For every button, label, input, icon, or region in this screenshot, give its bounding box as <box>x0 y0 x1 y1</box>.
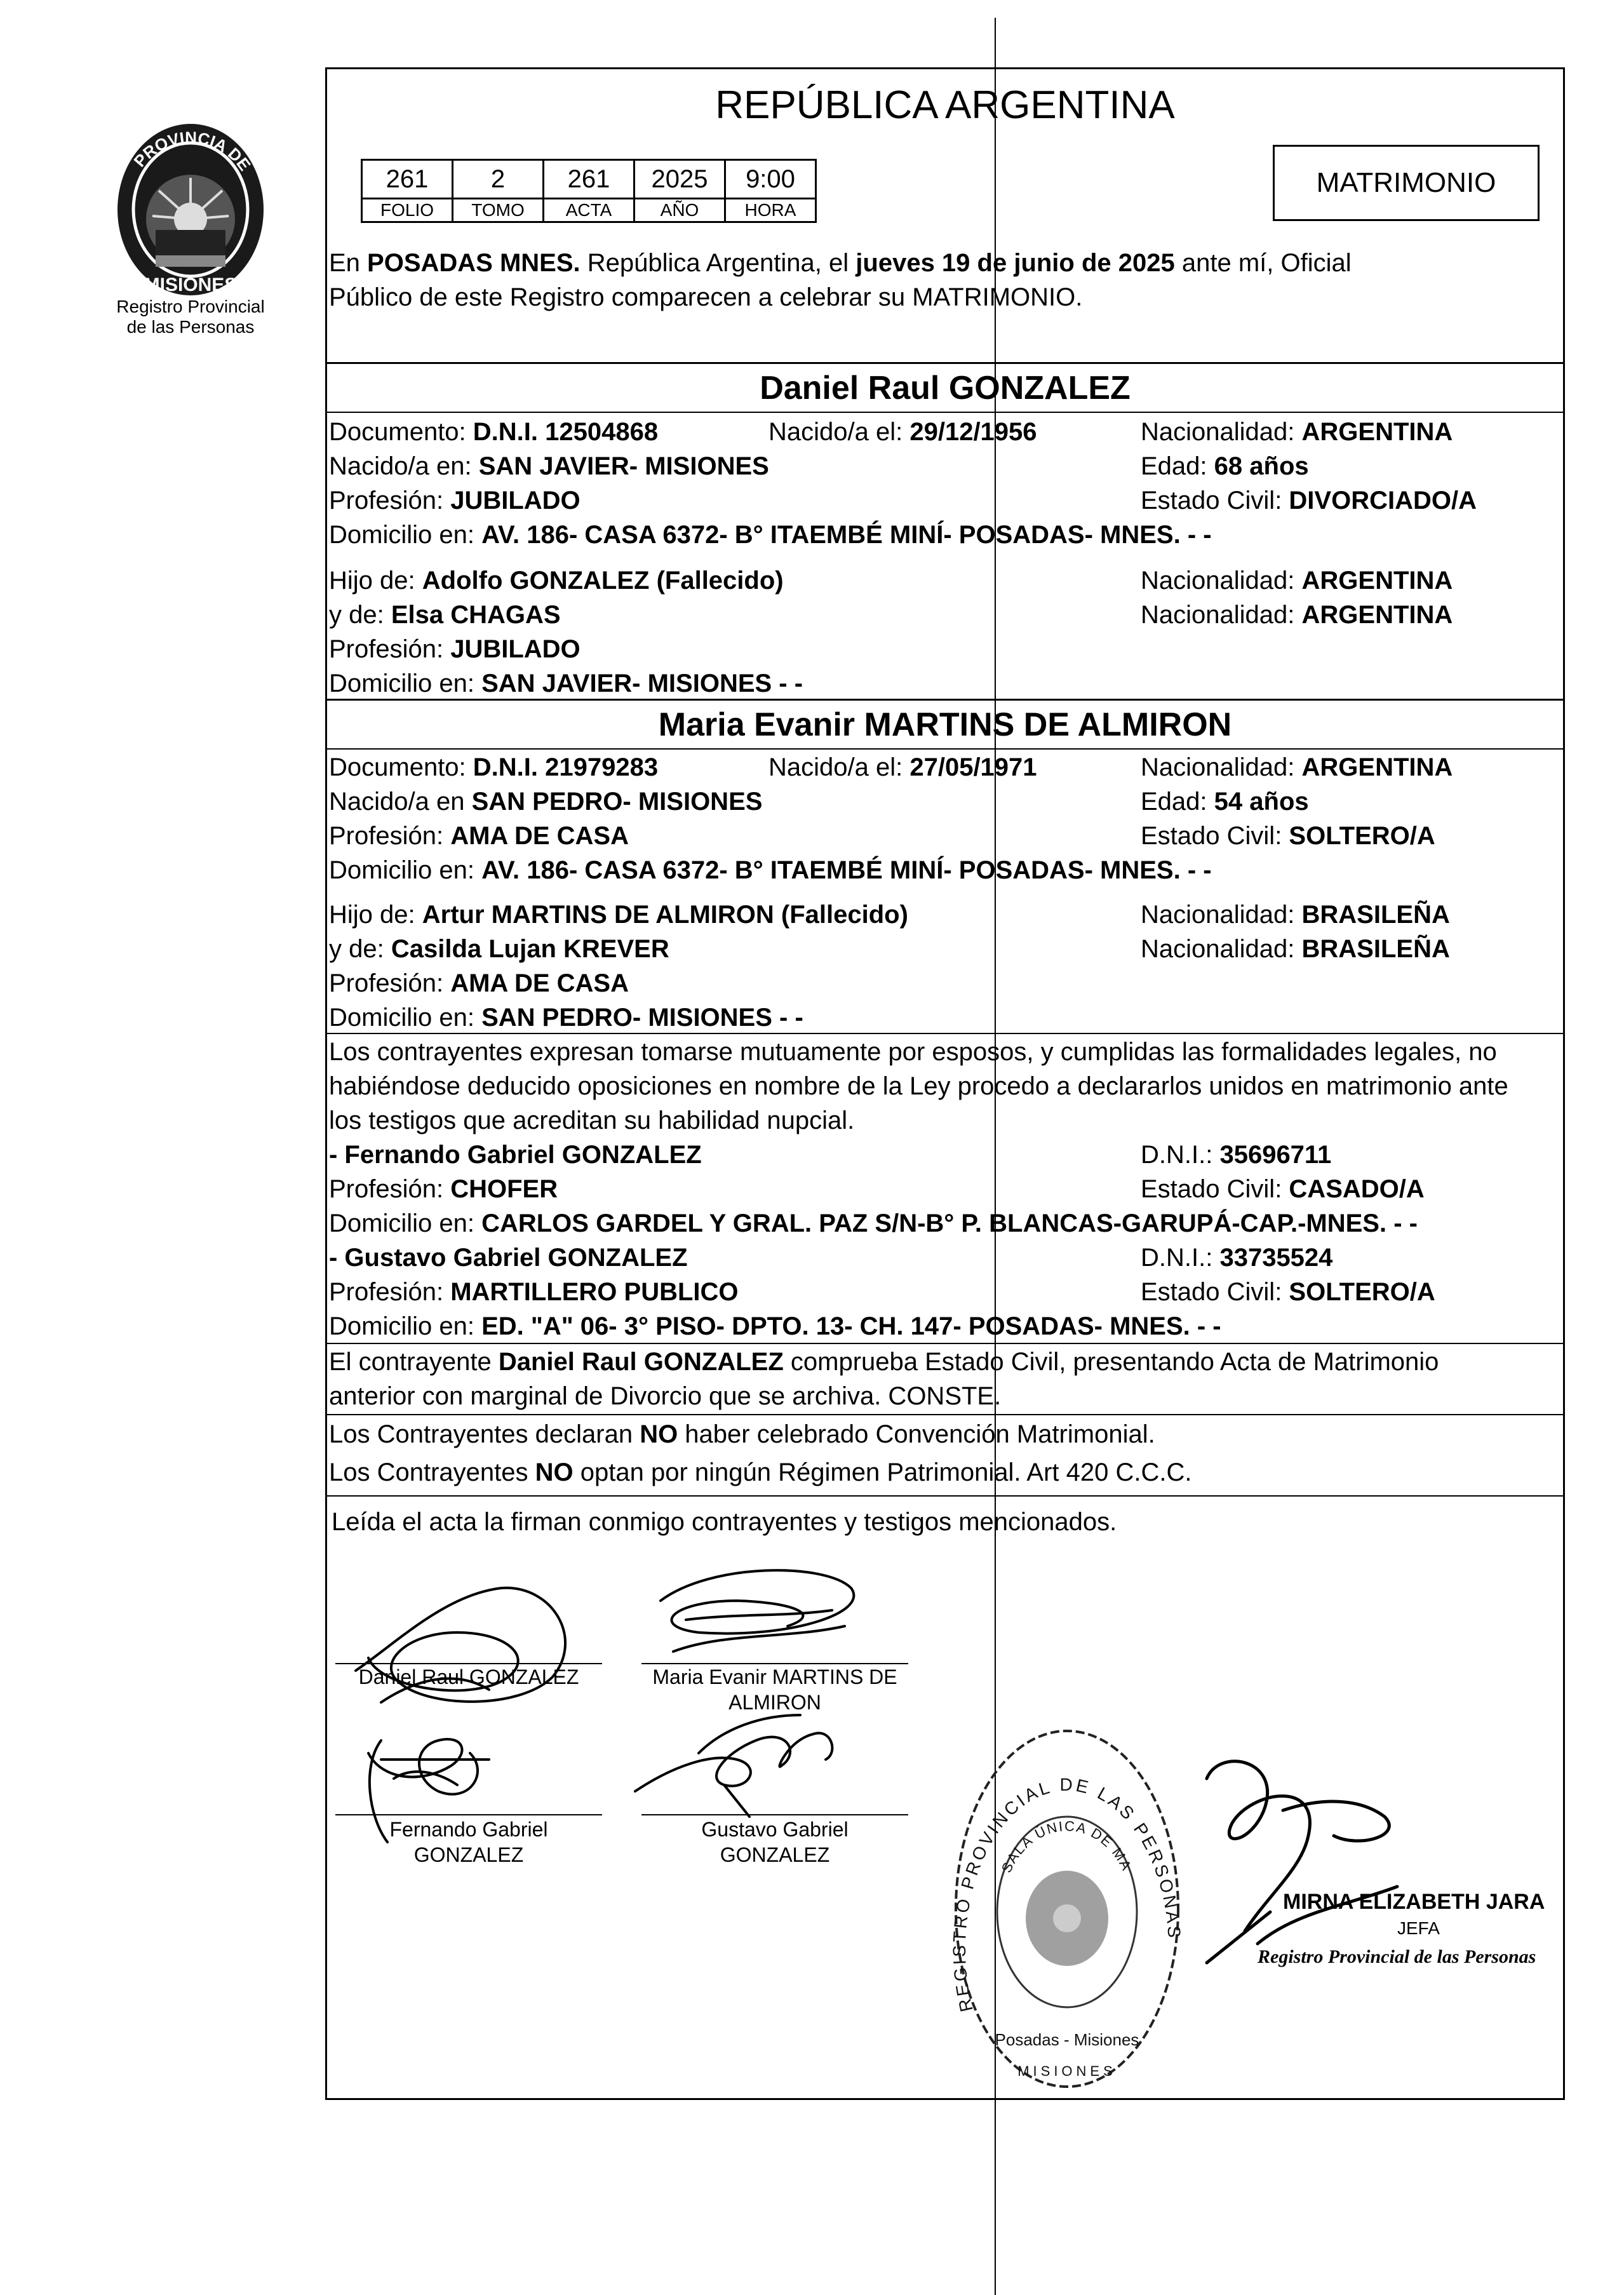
record-type-box <box>1273 145 1540 221</box>
c2-mother-nationality: Nacionalidad: BRASILEÑA <box>1141 935 1450 963</box>
contrayente2-name: Maria Evanir MARTINS DE ALMIRON <box>658 706 1232 743</box>
declaration-line1: Los contrayentes expresan tomarse mutuamente por esposos, y cumplidas las formalidades legales, no <box>329 1038 1497 1066</box>
c2-father-nationality: Nacionalidad: BRASILEÑA <box>1141 901 1450 929</box>
c1-nationality: Nacionalidad: ARGENTINA <box>1141 418 1453 446</box>
c2-birthplace: Nacido/a en SAN PEDRO- MISIONES <box>329 788 763 816</box>
convention-line1: Los Contrayentes declaran NO haber celebrado Convención Matrimonial. <box>329 1420 1155 1448</box>
intro-line1: En POSADAS MNES. República Argentina, el jueves 19 de junio de 2025 ante mí, Oficial <box>329 249 1352 277</box>
witness1-civil-status: Estado Civil: CASADO/A <box>1141 1175 1425 1203</box>
c1-civil-status: Estado Civil: DIVORCIADO/A <box>1141 487 1477 515</box>
contrayente1-name: Daniel Raul GONZALEZ <box>760 370 1131 407</box>
c1-profession: Profesión: JUBILADO <box>329 487 580 515</box>
witness1-profession: Profesión: CHOFER <box>329 1175 558 1203</box>
witness2-civil-status: Estado Civil: SOLTERO/A <box>1141 1278 1435 1306</box>
official-name: MIRNA ELIZABETH JARA <box>1283 1890 1545 1914</box>
c1-parents-profession: Profesión: JUBILADO <box>329 635 580 663</box>
signature-label-daniel: Daniel Raul GONZALEZ <box>358 1666 579 1688</box>
c1-father-nationality: Nacionalidad: ARGENTINA <box>1141 567 1453 595</box>
logo-bottom-text: MISIONES <box>144 274 238 295</box>
signature-label-gustavo-line2: GONZALEZ <box>720 1843 830 1866</box>
intro-line2: Público de este Registro comparecen a celebrar su MATRIMONIO. <box>329 283 1083 311</box>
closing-text: Leída el acta la firman conmigo contrayentes y testigos mencionados. <box>332 1508 1117 1536</box>
c2-parents-domicile: Domicilio en: SAN PEDRO- MISIONES - - <box>329 1004 803 1032</box>
logo-caption-line2: de las Personas <box>126 317 255 337</box>
c2-mother: y de: Casilda Lujan KREVER <box>329 935 669 963</box>
intro-date: jueves 19 de junio de 2025 <box>856 249 1175 277</box>
c2-civil-status: Estado Civil: SOLTERO/A <box>1141 822 1435 850</box>
c2-birthdate: Nacido/a el: 27/05/1971 <box>768 753 1037 781</box>
acta-label: ACTA <box>544 199 634 222</box>
page-title: REPÚBLICA ARGENTINA <box>715 83 1175 127</box>
signature-label-fernando-line1: Fernando Gabriel <box>389 1818 548 1841</box>
divorce-note-line2: anterior con marginal de Divorcio que se archiva. CONSTE. <box>329 1382 1002 1410</box>
c1-father: Hijo de: Adolfo GONZALEZ (Fallecido) <box>329 567 784 595</box>
c1-document: Documento: D.N.I. 12504868 <box>329 418 659 446</box>
witness1-name: - Fernando Gabriel GONZALEZ <box>329 1141 702 1169</box>
witness2-name: - Gustavo Gabriel GONZALEZ <box>329 1244 688 1272</box>
provincial-registry-logo <box>102 89 279 337</box>
c1-domicile: Domicilio en: AV. 186- CASA 6372- B° ITAEMBÉ MINÍ- POSADAS- MNES. - - <box>329 521 1212 549</box>
registry-seal-icon <box>934 1709 1200 2109</box>
record-type: MATRIMONIO <box>1316 167 1496 198</box>
c1-birthdate: Nacido/a el: 29/12/1956 <box>768 418 1037 446</box>
c1-age: Edad: 68 años <box>1141 452 1309 480</box>
declaration-line3: los testigos que acreditan su habilidad nupcial. <box>329 1107 855 1134</box>
signature-label-gustavo-line1: Gustavo Gabriel <box>701 1818 849 1841</box>
c2-age: Edad: 54 años <box>1141 788 1309 816</box>
official-signature <box>1194 1753 1550 1995</box>
logo-caption-line1: Registro Provincial <box>116 297 265 316</box>
witness1-domicile: Domicilio en: CARLOS GARDEL Y GRAL. PAZ S/N-B° P. BLANCAS-GARUPÁ-CAP.-MNES. - - <box>329 1209 1418 1237</box>
signature-label-maria-line1: Maria Evanir MARTINS DE <box>652 1666 897 1688</box>
signature-label-maria-line2: ALMIRON <box>728 1691 821 1714</box>
misiones-coat-of-arms-icon <box>102 89 279 337</box>
seal-inner-text: SALA ÚNICA DE MA <box>998 1817 1135 1876</box>
tomo-label: TOMO <box>453 199 544 222</box>
c1-mother: y de: Elsa CHAGAS <box>329 601 561 629</box>
tomo-value: 2 <box>453 160 544 199</box>
year-value: 2025 <box>634 160 725 199</box>
official-title: JEFA <box>1397 1918 1440 1938</box>
c2-parents-profession: Profesión: AMA DE CASA <box>329 969 629 997</box>
seal-lower-text: MISIONES <box>1017 2063 1117 2079</box>
witness2-profession: Profesión: MARTILLERO PUBLICO <box>329 1278 739 1306</box>
signature-label-fernando-line2: GONZALEZ <box>413 1843 524 1866</box>
registry-table <box>361 159 817 223</box>
c1-birthplace: Nacido/a en: SAN JAVIER- MISIONES <box>329 452 769 480</box>
folio-value: 261 <box>362 160 453 199</box>
c2-domicile: Domicilio en: AV. 186- CASA 6372- B° ITAEMBÉ MINÍ- POSADAS- MNES. - - <box>329 856 1212 884</box>
seal-outer-text: REGISTRO PROVINCIAL DE LAS PERSONAS <box>949 1774 1184 2014</box>
official-office: Registro Provincial de las Personas <box>1258 1946 1536 1967</box>
logo-ring-text: PROVINCIA DE <box>130 128 255 175</box>
convention-line2: Los Contrayentes NO optan por ningún Régimen Patrimonial. Art 420 C.C.C. <box>329 1458 1192 1486</box>
c1-parents-domicile: Domicilio en: SAN JAVIER- MISIONES - - <box>329 670 803 697</box>
c1-mother-nationality: Nacionalidad: ARGENTINA <box>1141 601 1453 629</box>
seal-bottom-text: Posadas - Misiones <box>995 2030 1139 2049</box>
c2-document: Documento: D.N.I. 21979283 <box>329 753 659 781</box>
divorce-note-line1: El contrayente Daniel Raul GONZALEZ comprueba Estado Civil, presentando Acta de Matrimonio <box>329 1348 1439 1376</box>
intro-place: POSADAS MNES. <box>367 249 580 277</box>
witness2-dni: D.N.I.: 33735524 <box>1141 1244 1333 1272</box>
folio-label: FOLIO <box>362 199 453 222</box>
declaration-line2: habiéndose deducido oposiciones en nombre de la Ley procedo a declararlos unidos en matrimonio ante <box>329 1072 1508 1100</box>
signature-maria <box>661 1570 854 1652</box>
official-seal <box>934 1709 1200 2109</box>
c2-profession: Profesión: AMA DE CASA <box>329 822 629 850</box>
c2-father: Hijo de: Artur MARTINS DE ALMIRON (Fallecido) <box>329 901 908 929</box>
c2-nationality: Nacionalidad: ARGENTINA <box>1141 753 1453 781</box>
witness2-domicile: Domicilio en: ED. "A" 06- 3° PISO- DPTO. 13- CH. 147- POSADAS- MNES. - - <box>329 1312 1221 1340</box>
time-label: HORA <box>725 199 816 222</box>
time-value: 9:00 <box>725 160 816 199</box>
acta-value: 261 <box>544 160 634 199</box>
official-signature-block <box>1194 1753 1550 1995</box>
year-label: AÑO <box>634 199 725 222</box>
witness1-dni: D.N.I.: 35696711 <box>1141 1141 1332 1169</box>
signature-gustavo <box>635 1715 832 1817</box>
